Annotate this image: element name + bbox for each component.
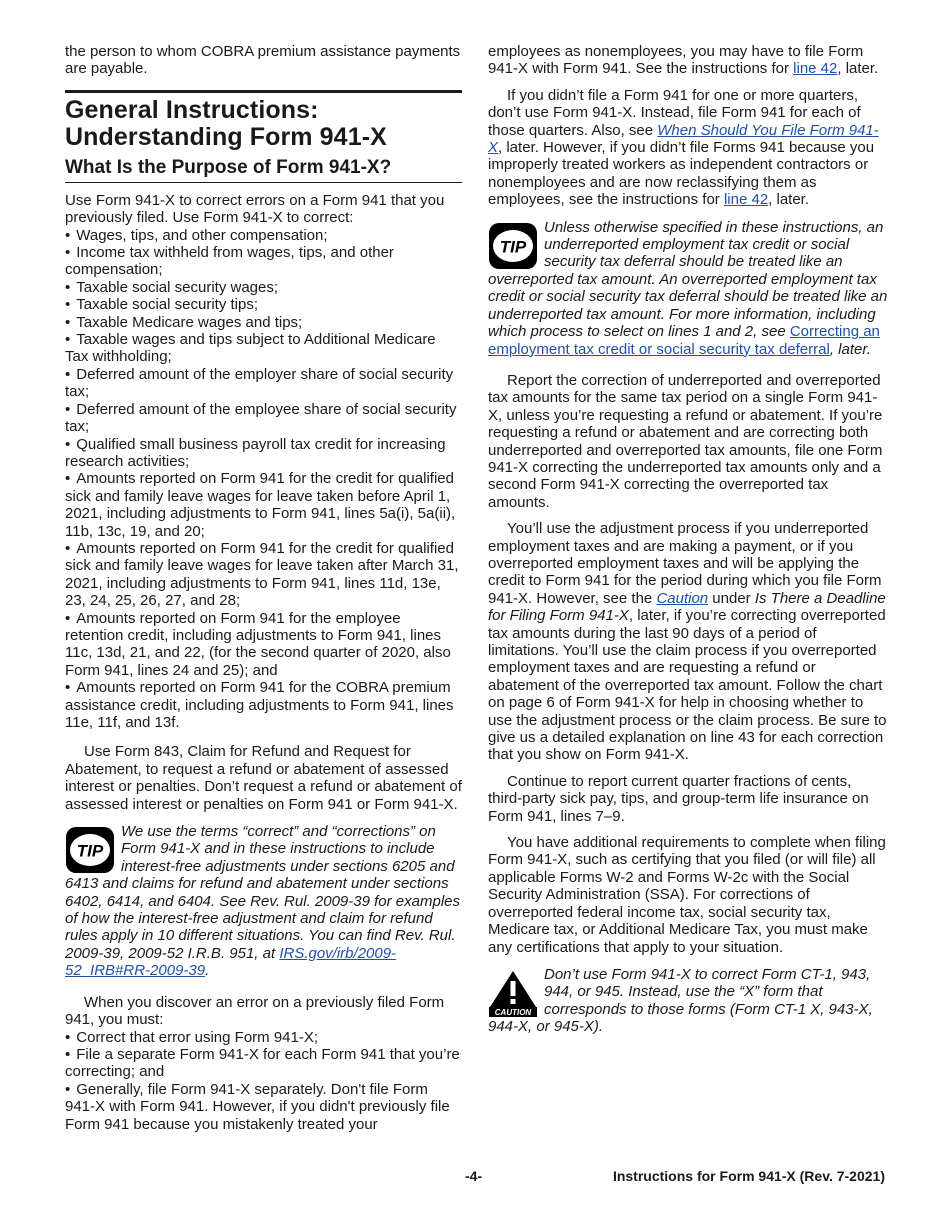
list-item: • Correct that error using Form 941-X; [65,1029,462,1046]
line-42-link[interactable]: line 42 [793,60,838,78]
list-item: • Qualified small business payroll tax credit for increasing research activities; [65,436,462,471]
purpose-paragraph: Use Form 941-X to correct errors on a Form 941 that you previously filed. Use Form 941-X to correct: [65,191,445,227]
sub-title: What Is the Purpose of Form 941-X? [65,157,462,183]
tip-text: We use the terms “correct” and “corrections” on Form 941-X and in these instructions to include interest-free adjustments under sections 6205 and 6413 and claims for refund and abatement under sections 6402, 6414, and 6404. See Rev. Rul. 2009-39 for examples of how the interest-free adjustment and claim for refund rules apply in 10 different situations. You can find Rev. Rul. 2009-39, 2009-52 I.R.B. 951, at [65,823,460,962]
list-item: • Deferred amount of the employer share of social security tax; [65,366,462,401]
list-item: • File a separate Form 941-X for each Form 941 that you’re correcting; and [65,1046,462,1081]
tip-note [488,219,888,358]
irb-link[interactable]: IRS.gov/irb/2009-52_IRB#RR-2009-39 [65,944,397,980]
tip-icon-label: TIP [499,237,527,257]
form-843-paragraph: Use Form 843, Claim for Refund and Request for Abatement, to request a refund or abatement of assessed interest or penalties. Don’t request a refund or abatement of assessed interest or penalties on Form 941 or Form 941-X. [65,743,462,813]
correction-list [65,227,462,732]
caution-note [488,966,888,1036]
list-item: • Taxable Medicare wages and tips; [65,314,462,331]
text-span: , later. [837,60,879,78]
list-item: • Taxable social security wages; [65,279,462,296]
list-item: • Deferred amount of the employee share of social security tax; [65,401,462,436]
text-span: You’ll use the adjustment process if you underreported employment taxes and are making a payment, or if you overreported employment taxes and will be applying the credit to Form 941 for the period during which you file Form 941-X. However, see the [488,520,882,607]
tip-end: . [205,962,210,980]
no-941-paragraph [488,87,888,209]
caution-link[interactable]: Caution [656,589,709,607]
text-span: under [708,589,755,607]
list-item: • Amounts reported on Form 941 for the credit for qualified sick and family leave wages for leave taken before April 1, 2021, including adjustments to Form 941, lines 5a(i), 5a(ii), 11b, 13c, 19, and 20; [65,470,462,540]
tip-icon [65,826,115,874]
adjustment-process-paragraph [488,520,888,764]
must-list [65,1029,462,1133]
list-item: • Amounts reported on Form 941 for the COBRA premium assistance credit, including adjustments to Form 941, lines 11e, 11f, and 13f. [65,679,462,731]
when-should-link[interactable]: When Should You File Form 941-X [488,121,879,157]
right-column [488,43,888,1050]
tip-icon-label: TIP [76,841,104,861]
caution-icon [488,969,538,1017]
tip-end: , later. [829,340,871,358]
text-span: , later. However, if you didn’t file Forms 941 because you improperly treated workers as independent contractors or nonemployees and are now reclassifying them as employees, see the instructions for [488,139,875,209]
continue-report-paragraph: Continue to report current quarter fractions of cents, third-party sick pay, tips, and group-term life insurance on Form 941, lines 7–9. [488,772,869,825]
list-item: • Amounts reported on Form 941 for the employee retention credit, including adjustments to Form 941, lines 11c, 13d, 21, and 22, (for the second quarter of 2020, also Form 941, lines 24 and 25); and [65,610,462,680]
report-correction-paragraph: Report the correction of underreported and overreported tax amounts for the same tax period on a single Form 941-X, unless you’re requesting a refund or abatement. If you’re requesting a refund or abatement and are correcting both underreported and overreported tax amounts, file one Form 941-X correcting the underreported tax amounts only and a second Form 941-X correcting the overreported tax amounts. [488,371,883,511]
italic-title: Is There a Deadline for Filing Form 941-X [488,589,886,625]
discover-error-paragraph: When you discover an error on a previously filed Form 941, you must: [65,993,445,1029]
tip-note [65,823,462,980]
caution-text: Don’t use Form 941-X to correct Form CT-1, 943, 944, or 945. Instead, use the “X” form that corresponds to those forms (Form CT-1 X, 943-X, 944-X, or 945-X). [488,965,873,1036]
list-item: • Amounts reported on Form 941 for the credit for qualified sick and family leave wages for leave taken after March 31, 2021, including adjustments to Form 941, lines 11d, 13e, 23, 24, 25, 26, 27, and 28; [65,540,462,610]
list-item: • Generally, file Form 941-X separately. Don't file Form 941-X with Form 941. However, if you didn't previously file Form 941 because you mistakenly treated your [65,1081,462,1133]
text-span: , later, if you’re correcting overreported tax amounts during the last 90 days of a period of limitations. You’ll use the claim process if you overreported employment taxes and are requesting a refund or abatement of the overreported tax amount. Follow the chart on page 6 of Form 941-X for help in choosing whether to use the adjustment process or the claim process. Be sure to give us a detailed explanation on line 43 for each correction that you show on Form 941-X. [488,607,887,764]
tip-icon [488,222,538,270]
text-span: employees as nonemployees, you may have to file Form 941-X with Form 941. See the instructions for [488,43,864,78]
footer-title: Instructions for Form 941-X (Rev. 7-2021) [612,1168,885,1184]
list-item: • Taxable social security tips; [65,296,462,313]
left-column [65,43,462,1142]
text-span: If you didn’t file a Form 941 for one or more quarters, don’t use Form 941-X. Instead, file Form 941 for each of those quarters. Also, see [488,86,861,139]
caution-icon-label: CAUTION [494,1007,532,1017]
line-42-link[interactable]: line 42 [723,191,769,209]
list-item: • Income tax withheld from wages, tips, and other compensation; [65,244,462,279]
continued-paragraph [488,43,888,78]
additional-requirements-paragraph: You have additional requirements to complete when filing Form 941-X, such as certifying that you filed (or will file) all applicable Forms W-2 and Forms W-2c with the Social Security Administration (SSA). For corrections of overreported federal income tax, social security tax, Medicare tax, or Additional Medicare Tax, you must make any certifications that apply to your situation. [488,834,886,956]
intro-text: the person to whom COBRA premium assistance payments are payable. [65,43,461,78]
page-number: -4- [465,1168,483,1184]
list-item: • Taxable wages and tips subject to Additional Medicare Tax withholding; [65,331,462,366]
correcting-credit-link[interactable]: Correcting an employment tax credit or social security tax deferral [488,323,880,358]
section-title: General Instructions: Understanding Form 941-X [65,95,387,151]
list-item: • Wages, tips, and other compensation; [65,227,462,244]
text-span: , later. [768,191,810,209]
tip-text: Unless otherwise specified in these instructions, an underreported employment tax credit or social security tax deferral should be treated like an overreported tax amount. An overreported employment tax credit or social security tax deferral should be treated like an underreported tax amount. For more information, including which process to select on lines 1 and 2, see [488,218,888,341]
section-rule [65,90,462,93]
